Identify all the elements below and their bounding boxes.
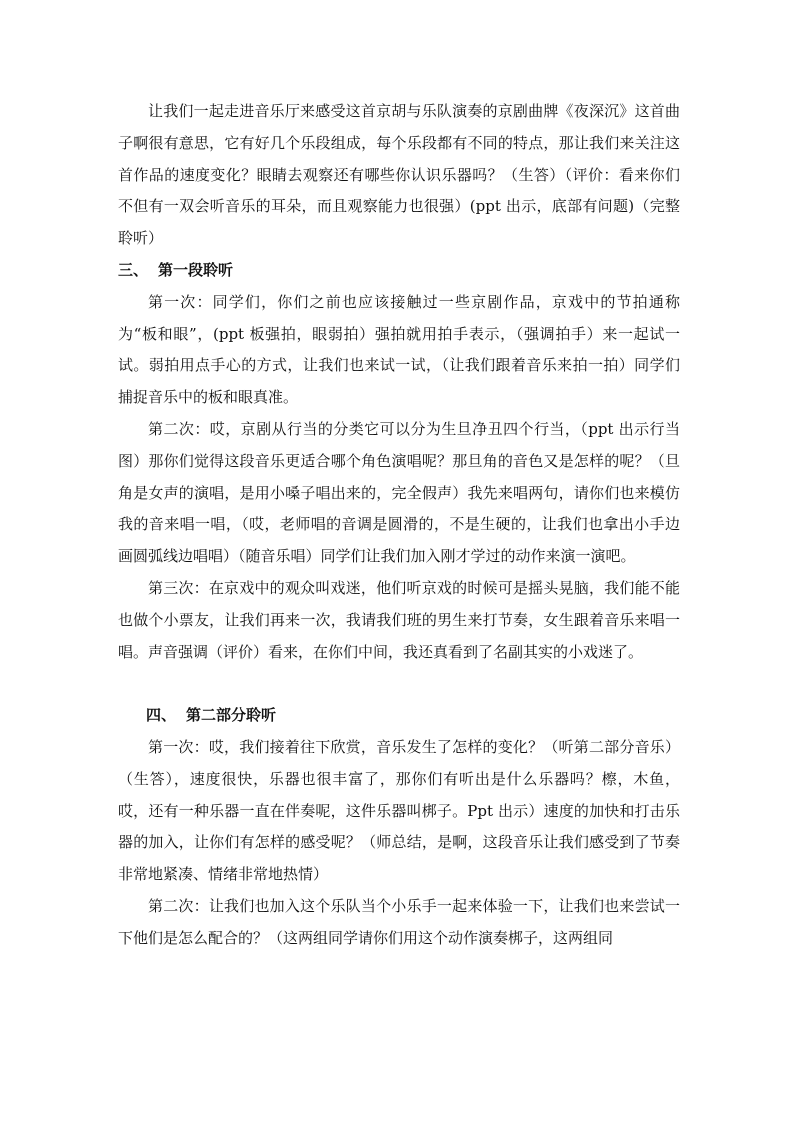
section-4-title: 第二部分聆听 xyxy=(186,706,277,725)
blank-line xyxy=(118,668,680,700)
section-3-paragraph-1: 第一次：同学们，你们之前也应该接触过一些京剧作品，京戏中的节拍通称为“板和眼”，(ppt 板强拍，眼弱拍）强拍就用拍手表示，（强调拍手）来一起试一试。弱拍用点手心的方式，让我们也来试一试，（让我们跟着音乐来拍一拍）同学们捕捉音乐中的板和眼真准。 xyxy=(118,292,680,407)
section-3-paragraph-2: 第二次：哎，京剧从行当的分类它可以分为生旦净丑四个行当，（ppt 出示行当图）那你们觉得这段音乐更适合哪个角色演唱呢？那旦角的音色又是怎样的呢？（旦角是女声的演唱，是用小嗓子唱出来的，完全假声）我先来唱两句，请你们也来模仿我的音来唱一唱，（哎，老师唱的音调是圆滑的，不是生硬的，让我们也拿出小手边画圆弧线边唱唱）（随音乐唱）同学们让我们加入刚才学过的动作来演一演吧。 xyxy=(118,419,680,566)
section-3-title: 第一段聆听 xyxy=(158,260,234,279)
section-3-number: 三、 xyxy=(118,260,149,279)
section-4-number: 四、 xyxy=(146,706,177,725)
document-body xyxy=(118,96,680,955)
section-4-paragraph-2: 第二次：让我们也加入这个乐队当个小乐手一起来体验一下，让我们也来尝试一下他们是怎么配合的？（这两组同学请你们用这个动作演奏梆子，这两组同 xyxy=(118,896,680,947)
section-3-paragraph-3: 第三次：在京戏中的观众叫戏迷，他们听京戏的时候可是摇头晃脑，我们能不能也做个小票友，让我们再来一次，我请我们班的男生来打节奏，女生跟着音乐来唱一唱。声音强调（评价）看来，在你们中间，我还真看到了名副其实的小戏迷了。 xyxy=(118,578,680,661)
section-3-heading xyxy=(118,255,680,287)
section-4-heading xyxy=(118,700,680,732)
intro-paragraph: 让我们一起走进音乐厅来感受这首京胡与乐队演奏的京剧曲牌《夜深沉》这首曲子啊很有意思，它有好几个乐段组成，每个乐段都有不同的特点，那让我们来关注这首作品的速度变化？眼睛去观察还有哪些你认识乐器吗？（生答）（评价：看来你们不但有一双会听音乐的耳朵，而且观察能力也很强）(ppt 出示，底部有问题)（完整聆听） xyxy=(118,102,680,248)
section-4-paragraph-1: 第一次：哎，我们接着往下欣赏，音乐发生了怎样的变化？（听第二部分音乐）（生答），速度很快，乐器也很丰富了，那你们有听出是什么乐器吗？檫，木鱼，哎，还有一种乐器一直在伴奏呢，这件乐器叫梆子。Ppt 出示）速度的加快和打击乐器的加入，让你们有怎样的感受呢？（师总结，是啊，这段音乐让我们感受到了节奏非常地紧凑、情绪非常地热情） xyxy=(118,737,680,884)
